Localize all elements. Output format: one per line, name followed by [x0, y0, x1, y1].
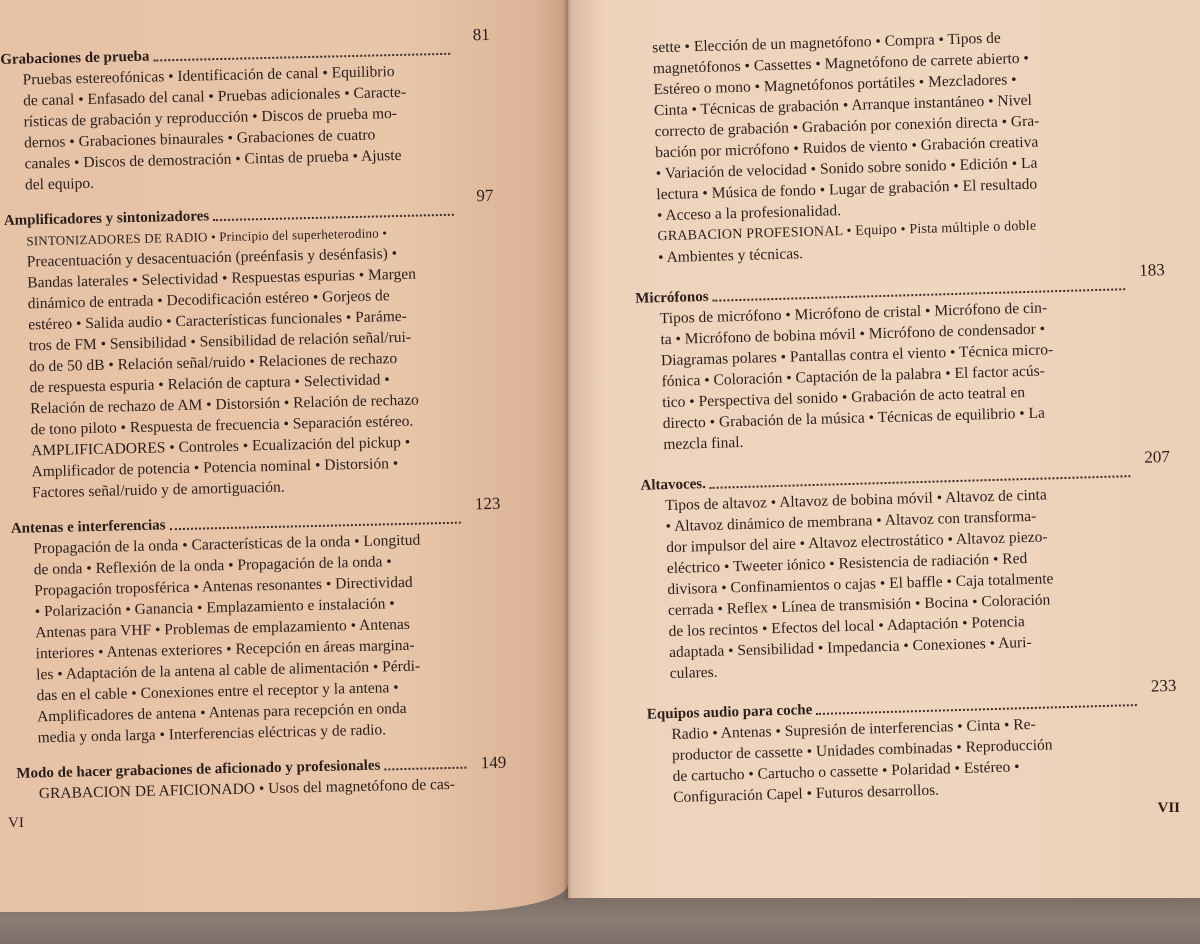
page-folio: VI [8, 815, 24, 831]
topic-line: magnetófonos • Cassettes • Magnetófono de carrete abierto • [652, 49, 1030, 78]
topic-line: productor de cassette • Unidades combinadas • Reproducción [671, 736, 1053, 765]
topic-line: dernos • Grabaciones binaurales • Grabaciones de cuatro [23, 126, 376, 152]
topic-line: ta • Micrófono de bobina móvil • Micrófono de condensador • [660, 320, 1046, 349]
topic-line: cerrada • Reflex • Línea de transmisión • Bocina • Coloración [667, 591, 1051, 620]
topic-line: Diagramas polares • Pantallas contra el viento • Técnica micro- [660, 341, 1054, 370]
topic-line: Bandas laterales • Selectividad • Respuestas espurias • Margen [27, 265, 417, 292]
topic-line: Cinta • Técnicas de grabación • Arranque instantáneo • Nivel [653, 91, 1033, 120]
toc-entry [10, 493, 506, 749]
chapter-topics [671, 711, 1145, 808]
topic-line: media y onda larga • Interferencias eléctricas y de radio. [37, 721, 387, 747]
dot-leader [384, 767, 466, 771]
topic-line: • Altavoz dinámico de membrana • Altavoz con transforma- [665, 507, 1037, 536]
topic-line: tico • Perspectiva del sonido • Grabación de acto teatral en [661, 384, 1026, 412]
topic-line: Propagación de la onda • Características de la onda • Longitud [33, 531, 421, 558]
topic-line: directo • Grabación de la música • Técnicas de equilibrio • La [662, 404, 1046, 433]
topic-line: eléctrico • Tweeter iónico • Resistencia de radiación • Red [666, 550, 1028, 578]
topic-line: de cartucho • Cartucho o cassette • Polaridad • Estéreo • [672, 758, 1020, 786]
topic-line: Preacentuación y desacentuación (preénfasis y desénfasis) • [26, 245, 398, 271]
topic-line: correcto de grabación • Grabación por conexión directa • Gra- [654, 112, 1040, 141]
topic-line: Radio • Antenas • Supresión de interferencias • Cinta • Re- [671, 715, 1036, 744]
topic-line: interiores • Antenas exteriores • Recepción en áreas margina- [35, 636, 415, 663]
topic-line: • Acceso a la profesionalidad. [656, 202, 842, 225]
topic-line: rísticas de grabación y reproducción • Discos de prueba mo- [23, 105, 398, 131]
topic-line: Tipos de altavoz • Altavoz de bobina móvil • Altavoz de cinta [664, 486, 1047, 515]
chapter-title: Amplificadores y sintonizadores [3, 208, 210, 229]
topic-line: culares. [669, 663, 718, 683]
chapter-topics [660, 295, 1136, 455]
toc-entry [16, 753, 507, 805]
topic-line: Configuración Capel • Futuros desarrollos. [672, 781, 940, 807]
chapter-topics [652, 24, 1130, 268]
toc-continuation [628, 23, 1164, 269]
topic-line: de respuesta espuria • Relación de captura • Selectividad • [29, 371, 390, 397]
chapter-topics [22, 60, 459, 196]
topic-line: bación por micrófono • Ruidos de viento • Grabación creativa [654, 133, 1039, 162]
chapter-title: Antenas e interferencias [10, 517, 166, 537]
topic-line: les • Adaptación de la antena al cable de alimentación • Pérdi- [35, 657, 421, 684]
toc-entry [646, 675, 1180, 809]
topic-line: Estéreo o mono • Magnetófonos portátiles • Mezcladores • [653, 71, 1017, 99]
chapter-page-number: 149 [480, 752, 507, 773]
topic-line: fónica • Coloración • Captación de la palabra • El factor acús- [661, 362, 1046, 391]
right-page [568, 0, 1200, 898]
topic-line: dor impulsor del aire • Altavoz electrostático • Altavoz piezo- [666, 528, 1048, 557]
chapter-title: Micrófonos [635, 288, 709, 307]
topic-line: do de 50 dB • Relación señal/ruido • Relaciones de rechazo [29, 350, 398, 376]
topic-line: Factores señal/ruido y de amortiguación. [31, 478, 285, 502]
topic-line: tros de FM • Sensibilidad • Sensibilidad de relación señal/rui- [28, 328, 412, 355]
chapter-page-number: 183 [1138, 260, 1165, 280]
chapter-title: Altavoces. [640, 476, 707, 494]
left-page [0, 0, 568, 912]
topic-line: SINTONIZADORES DE RADIO • Principio del superheterodino • [26, 225, 388, 249]
topic-line: das en el cable • Conexiones entre el receptor y la antena • [36, 679, 399, 705]
topic-line: adaptada • Sensibilidad • Impedancia • Conexiones • Auri- [668, 633, 1032, 662]
topic-line: estéreo • Salida audio • Características funcionales • Paráme- [28, 307, 408, 334]
chapter-page-number: 81 [472, 24, 490, 45]
topic-line: dinámico de entrada • Decodificación estéreo • Gorjeos de [27, 287, 390, 313]
topic-line: Amplificador de potencia • Potencia nominal • Distorsión • [31, 455, 399, 481]
topic-line: mezcla final. [663, 433, 744, 454]
topic-line: de canal • Enfasado del canal • Pruebas adicionales • Caracte- [22, 83, 407, 110]
chapter-topics [26, 221, 466, 504]
chapter-title: Modo de hacer grabaciones de aficionado y profesionales [16, 757, 381, 782]
topic-line: lectura • Música de fondo • Lugar de grabación • El resultado [656, 175, 1038, 204]
book-gutter [563, 0, 571, 900]
topic-line: • Polarización • Ganancia • Emplazamiento e instalación • [34, 595, 395, 621]
topic-line: GRABACION DE AFICIONADO • Usos del magnetófono de cas- [38, 775, 456, 803]
topic-line: divisora • Confinamientos o cajas • El baffle • Caja totalmente [667, 570, 1054, 599]
topic-line: del equipo. [24, 174, 95, 194]
topic-line: Relación de rechazo de AM • Distorsión • Relación de rechazo [29, 391, 419, 418]
topic-line: Pruebas estereofónicas • Identificación de canal • Equilibrio [22, 63, 395, 89]
chapter-title: Grabaciones de prueba [0, 48, 150, 68]
toc-left [0, 24, 507, 820]
topic-line: de onda • Reflexión de la onda • Propagación de la onda • [33, 553, 392, 579]
chapter-topics [33, 529, 472, 749]
page-folio: VII [1157, 800, 1180, 816]
topic-line: Amplificadores de antena • Antenas para recepción en onda [36, 699, 407, 726]
dot-leader [213, 214, 454, 221]
topic-line: GRABACION PROFESIONAL • Equipo • Pista múltiple o doble [657, 218, 1037, 245]
toc-entry [3, 185, 501, 504]
topic-line: AMPLIFICADORES • Controles • Ecualización del pickup • [30, 433, 411, 460]
toc-entry [640, 447, 1176, 685]
topic-line: sette • Elección de un magnetófono • Compra • Tipos de [652, 29, 1002, 57]
topic-line: Antenas para VHF • Problemas de emplazamiento • Antenas [35, 615, 411, 642]
topic-line: canales • Discos de demostración • Cintas de prueba • Ajuste [24, 146, 402, 173]
topic-line: de los recintos • Efectos del local • Adaptación • Potencia [668, 613, 1026, 641]
topic-line: Propagación troposférica • Antenas resonantes • Directividad [34, 573, 413, 600]
toc-entry [0, 24, 493, 196]
topic-line: Tipos de micrófono • Micrófono de cristal • Micrófono de cin- [659, 299, 1048, 328]
chapter-topics [665, 482, 1142, 684]
topic-line: • Variación de velocidad • Sonido sobre sonido • Edición • La [655, 154, 1038, 183]
topic-line: de tono piloto • Respuesta de frecuencia • Separación estéreo. [30, 412, 414, 439]
chapter-page-number: 233 [1150, 675, 1177, 696]
topic-line: • Ambientes y técnicas. [657, 245, 804, 267]
chapter-title: Equipos audio para coche [646, 702, 813, 723]
toc-entry [635, 260, 1169, 456]
chapter-page-number: 123 [474, 493, 501, 514]
chapter-page-number: 207 [1144, 447, 1171, 467]
toc-right [628, 23, 1180, 823]
chapter-page-number: 97 [476, 185, 494, 206]
